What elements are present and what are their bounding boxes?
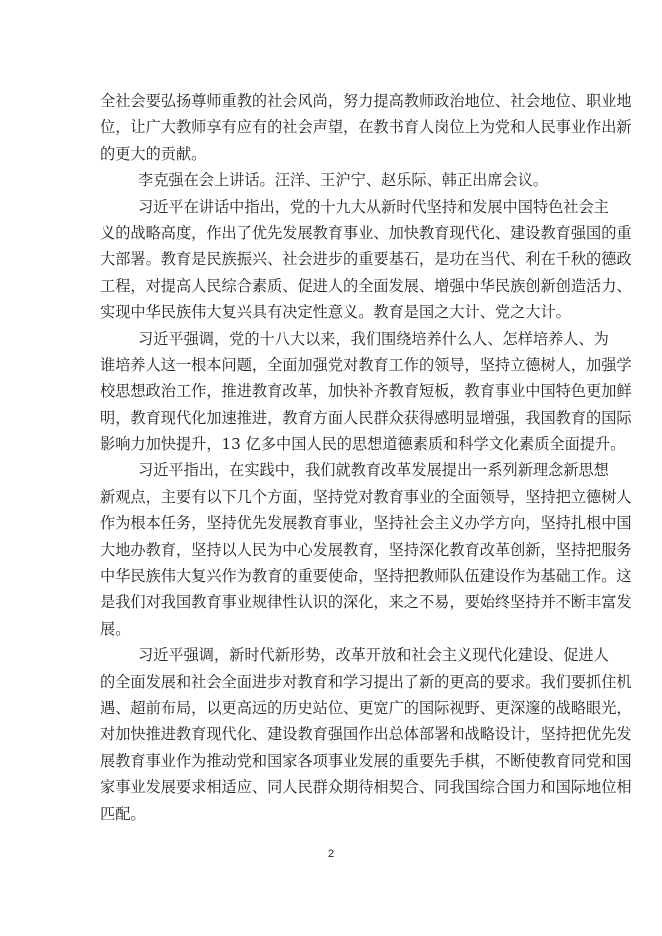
text-line: 义的战略高度，作出了优先发展教育事业、加快教育现代化、建设教育强国的重 — [100, 223, 632, 242]
text-line: 实现中华民族伟大复兴具有决定性意义。教育是国之大计、党之大计。 — [100, 303, 571, 322]
text-line: 影响力加快提升，13 亿多中国人民的思想道德素质和科学文化素质全面提升。 — [100, 435, 626, 454]
text-line: 作为根本任务，坚持优先发展教育事业，坚持社会主义办学方向，坚持扎根中国 — [100, 514, 632, 533]
text-line: 位，让广大教师享有应有的社会声望，在教书育人岗位上为党和人民事业作出新 — [100, 118, 632, 137]
document-body — [100, 88, 632, 827]
text-line: 展。 — [100, 619, 131, 638]
text-line: 的更大的贡献。 — [100, 144, 207, 163]
paragraph — [100, 88, 632, 167]
text-line: 中华民族伟大复兴作为教育的重要使命，坚持把教师队伍建设作为基础工作。这 — [100, 567, 632, 586]
text-line: 习近平在讲话中指出，党的十九大从新时代坚持和发展中国特色社会主 — [138, 197, 609, 216]
paragraph — [100, 194, 632, 326]
text-line: 工程，对提高人民综合素质、促进人的全面发展、增强中华民族创新创造活力、 — [100, 276, 632, 295]
paragraph — [100, 326, 632, 458]
text-line: 校思想政治工作，推进教育改革，加快补齐教育短板，教育事业中国特色更加鲜 — [100, 382, 632, 401]
text-line: 谁培养人这一根本问题，全面加强党对教育工作的领导，坚持立德树人，加强学 — [100, 355, 632, 374]
text-line: 大部署。教育是民族振兴、社会进步的重要基石，是功在当代、利在千秋的德政 — [100, 250, 632, 269]
text-line: 匹配。 — [100, 804, 146, 823]
text-line: 李克强在会上讲话。汪洋、王沪宁、赵乐际、韩正出席会议。 — [138, 171, 549, 190]
text-line: 习近平强调，新时代新形势，改革开放和社会主义现代化建设、促进人 — [138, 646, 609, 665]
text-line: 的全面发展和社会全面进步对教育和学习提出了新的更高的要求。我们要抓住机 — [100, 672, 632, 691]
paragraph — [100, 642, 632, 827]
text-line: 家事业发展要求相适应、同人民群众期待相契合、同我国综合国力和国际地位相 — [100, 778, 632, 797]
text-line: 全社会要弘扬尊师重教的社会风尚，努力提高教师政治地位、社会地位、职业地 — [100, 92, 632, 110]
text-line: 习近平指出，在实践中，我们就教育改革发展提出一系列新理念新思想 — [138, 461, 609, 480]
text-line: 展教育事业作为推动党和国家各项事业发展的重要先手棋，不断使教育同党和国 — [100, 751, 632, 770]
text-line: 习近平强调，党的十八大以来，我们围绕培养什么人、怎样培养人、为 — [138, 329, 609, 348]
text-line: 对加快推进教育现代化、建设教育强国作出总体部署和战略设计，坚持把优先发 — [100, 725, 632, 744]
paragraph — [100, 167, 563, 193]
text-line: 新观点，主要有以下几个方面，坚持党对教育事业的全面领导，坚持把立德树人 — [100, 487, 632, 506]
page-number: 2 — [327, 848, 335, 860]
text-line: 遇、超前布局，以更高远的历史站位、更宽广的国际视野、更深邃的战略眼光， — [100, 698, 632, 717]
text-line: 大地办教育，坚持以人民为中心发展教育，坚持深化教育改革创新，坚持把服务 — [100, 540, 632, 559]
paragraph — [100, 457, 632, 642]
text-line: 明，教育现代化加速推进，教育方面人民群众获得感明显增强，我国教育的国际 — [100, 408, 632, 427]
text-line: 是我们对我国教育事业规律性认识的深化，来之不易，要始终坚持并不断丰富发 — [100, 593, 632, 612]
